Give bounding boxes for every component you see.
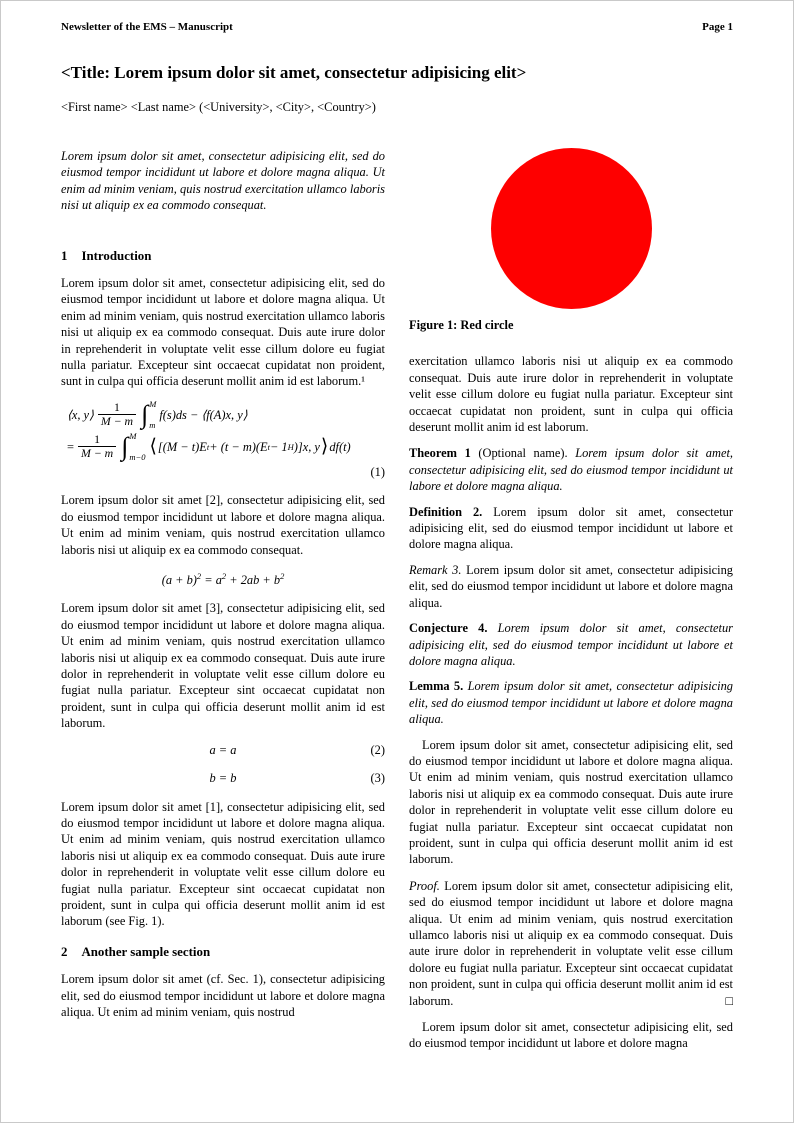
lemma-5-block: [409, 678, 733, 727]
eq1-right-angle-bracket: ⟩: [320, 435, 329, 457]
proof-block: [409, 878, 733, 1009]
eq1-subscript-t1: t: [206, 441, 210, 452]
eq1-line2-body-b: + (t − m)(E: [209, 439, 268, 454]
abstract-paragraph: Lorem ipsum dolor sit amet, consectetur adipisicing elit, sed do eiusmod tempor incididunt ut labore et dolore magna aliqua. Ut enim ad minim veniam, quis nostrud exercitation ullamco laboris nisi ut aliquip ex ea commodo consequat.: [61, 149, 385, 213]
section-2-heading: [61, 944, 385, 960]
eq1-int1-upper: M: [149, 398, 157, 409]
equation-1-line-2: [67, 432, 385, 462]
eq1-frac2-numerator: 1: [94, 432, 101, 447]
eq-binom-sup3: 2: [280, 570, 285, 581]
remark-3-label: Remark 3.: [409, 562, 462, 577]
paragraph-cite-2: Lorem ipsum dolor sit amet [2], consectetur adipisicing elit, sed do eiusmod tempor incididunt ut labore et dolore magna aliqua. Ut enim ad minim veniam, quis nostrud exercitation ullamco laboris nisi ut aliquip ex ea commodo consequat.: [61, 493, 385, 557]
paper-title: <Title: Lorem ipsum dolor sit amet, consectetur adipisicing elit>: [61, 63, 527, 82]
eq-binom-t2: = a: [201, 573, 222, 588]
eq1-frac2-denominator: M − m: [78, 446, 116, 460]
eq1-int2-lower: m−0: [129, 451, 146, 462]
section-2-title: Another sample section: [81, 944, 211, 959]
equation-3-body: b = b: [209, 771, 237, 786]
equation-1: [61, 400, 385, 480]
section-2-paragraph: Lorem ipsum dolor sit amet (cf. Sec. 1), consectetur adipisicing elit, sed do eiusmod tempor incididunt ut labore et dolore magna aliqua. Ut enim ad minim veniam, quis nostrud: [61, 972, 385, 1019]
equation-3-number: (3): [370, 771, 385, 786]
eq1-frac1-numerator: 1: [114, 400, 120, 415]
eq1-line1-body: f(s)ds − ⟨f(A)x, y⟩: [159, 407, 248, 422]
equation-3: [61, 770, 385, 786]
eq1-left-angle-bracket: ⟨: [149, 435, 157, 457]
eq1-integral-2-limits: [129, 432, 145, 462]
qed-symbol: □: [725, 993, 733, 1008]
section-1-heading: [61, 248, 385, 264]
red-circle-graphic: [491, 148, 652, 309]
intro-paragraph: Lorem ipsum dolor sit amet, consectetur adipisicing elit, sed do eiusmod tempor incididunt ut labore et dolore magna aliqua. Ut enim ad minim veniam, quis nostrud exercitation ullamco laboris nisi ut aliquip ex ea commodo consequat. Duis aute irure dolor in reprehenderit in voluptate velit esse cillum dolore eu fugiat nulla pariatur. Excepteur sint occaecat cupidatat non proident, sunt in culpa qui officia deserunt mollit anim id est laborum.¹: [61, 276, 385, 389]
eq-binom-sup2: 2: [221, 570, 227, 581]
equation-2: [61, 742, 385, 758]
eq1-subscript-H: H: [287, 441, 294, 452]
equation-binomial: [61, 568, 385, 589]
body-paragraph: Lorem ipsum dolor sit amet, consectetur adipisicing elit, sed do eiusmod tempor incididunt ut labore et dolore magna aliqua. Ut enim ad minim veniam, quis nostrud exercitation ullamco laboris nisi ut aliquip ex ea commodo consequat. Duis aute irure dolor in reprehenderit in voluptate velit esse cillum dolore eu fugiat nulla pariatur. Excepteur sint occaecat cupidatat non proident, sunt in culpa qui officia deserunt mollit anim id est laborum.: [409, 737, 733, 867]
page-header: [61, 21, 733, 33]
eq-binom-t3: + 2ab + b: [226, 573, 281, 588]
remark-3-body: Lorem ipsum dolor sit amet, consectetur adipisicing elit, sed do eiusmod tempor incididunt ut labore et dolore magna aliqua.: [409, 562, 733, 610]
left-column: [61, 148, 385, 1062]
eq1-equals: =: [67, 439, 74, 454]
eq1-line2-body-c: − 1: [269, 439, 288, 454]
integral-icon: ∫: [121, 431, 129, 461]
section-1-number: 1: [61, 248, 68, 263]
conjecture-4-block: [409, 620, 733, 669]
eq1-integral-1: [141, 400, 156, 430]
remark-3-block: [409, 562, 733, 611]
eq1-int1-lower: m: [149, 419, 156, 430]
continued-paragraph: exercitation ullamco laboris nisi ut aliquip ex ea commodo consequat. Duis aute irure dolor in reprehenderit in voluptate velit esse cillum dolore eu fugiat nulla pariatur. Excepteur sint occaecat cupidatat non proident, sunt in culpa qui officia deserunt mollit anim id est laborum.: [409, 354, 733, 435]
section-2-number: 2: [61, 944, 68, 959]
figure-1: [409, 148, 733, 333]
eq1-int2-upper: M: [129, 430, 137, 441]
proof-body: Lorem ipsum dolor sit amet, consectetur adipisicing elit, sed do eiusmod tempor incididunt ut labore et dolore magna aliqua. Ut enim ad minim veniam, quis nostrud exercitation ullamco laboris nisi ut aliquip ex ea commodo consequat. Duis aute irure dolor in reprehenderit in voluptate velit esse cillum dolore eu fugiat nulla pariatur. Excepteur sint occaecat cupidatat non proident, sunt in culpa qui officia deserunt mollit anim id est laborum.: [409, 878, 733, 1008]
equation-2-body: a = a: [209, 742, 237, 757]
section-1-title: Introduction: [81, 248, 152, 263]
eq1-integral-2: [121, 432, 145, 462]
integral-icon: ∫: [141, 399, 149, 429]
eq1-line2-body-e: df(t): [329, 439, 351, 454]
eq1-subscript-t2: t: [267, 441, 270, 452]
conjecture-4-label: Conjecture 4.: [409, 621, 488, 636]
header-page-number: Page 1: [702, 21, 733, 33]
eq1-line2-body-a: [(M − t)E: [157, 439, 207, 454]
theorem-1-block: [409, 445, 733, 494]
figure-1-caption: Figure 1: Red circle: [409, 318, 514, 332]
two-column-body: [61, 148, 733, 1062]
eq1-fraction-1: [98, 401, 136, 428]
eq1-frac1-denominator: M − m: [98, 414, 136, 428]
eq1-prefix: ⟨x, y⟩: [67, 407, 94, 422]
lemma-5-label: Lemma 5.: [409, 679, 464, 694]
definition-2-body: Lorem ipsum dolor sit amet, consectetur adipisicing elit, sed do eiusmod tempor incididunt ut labore et dolore magna aliqua.: [409, 504, 733, 552]
theorem-1-label: Theorem 1: [409, 446, 471, 461]
header-running-title: Newsletter of the EMS – Manuscript: [61, 21, 233, 33]
paragraph-cite-3: Lorem ipsum dolor sit amet [3], consectetur adipisicing elit, sed do eiusmod tempor incididunt ut labore et dolore magna aliqua. Ut enim ad minim veniam, quis nostrud exercitation ullamco laboris nisi ut aliquip ex ea commodo consequat. Duis aute irure dolor in reprehenderit in voluptate velit esse cillum dolore eu fugiat nulla pariatur. Excepteur sint occaecat cupidatat non proident, sunt in culpa qui officia deserunt mollit anim id est laborum.: [61, 601, 385, 731]
figure-1-canvas: [409, 148, 733, 315]
eq1-fraction-2: [78, 433, 116, 460]
lemma-5-body: Lorem ipsum dolor sit amet, consectetur adipisicing elit, sed do eiusmod tempor incididunt ut labore et dolore magna aliqua.: [409, 679, 733, 727]
definition-2-label: Definition 2.: [409, 504, 483, 519]
eq1-line2-body-d: )]x, y: [293, 439, 320, 454]
conjecture-4-body: Lorem ipsum dolor sit amet, consectetur adipisicing elit, sed do eiusmod tempor incididunt ut labore et dolore magna aliqua.: [409, 621, 733, 668]
author-line: <First name> <Last name> (<University>, <City>, <Country>): [61, 100, 376, 114]
equation-1-number: (1): [370, 464, 385, 479]
definition-2-block: [409, 504, 733, 553]
final-paragraph: Lorem ipsum dolor sit amet, consectetur adipisicing elit, sed do eiusmod tempor incididunt ut labore et dolore magna: [409, 1020, 733, 1051]
equation-2-number: (2): [370, 742, 385, 757]
eq1-integral-1-limits: [149, 400, 156, 430]
equation-1-line-1: [67, 400, 385, 430]
eq-binom-sup1: 2: [196, 570, 202, 581]
proof-label: Proof.: [409, 878, 440, 893]
theorem-1-optional-name: (Optional name).: [470, 446, 568, 461]
eq-binom-t1: (a + b): [161, 573, 197, 588]
right-column: [409, 148, 733, 1062]
paragraph-cite-1: Lorem ipsum dolor sit amet [1], consectetur adipisicing elit, sed do eiusmod tempor incididunt ut labore et dolore magna aliqua. Ut enim ad minim veniam, quis nostrud exercitation ullamco laboris nisi ut aliquip ex ea commodo consequat. Duis aute irure dolor in reprehenderit in voluptate velit esse cillum dolore eu fugiat nulla pariatur. Excepteur sint occaecat cupidatat non proident, sunt in culpa qui officia deserunt mollit anim id est laborum (see Fig. 1).: [61, 799, 385, 929]
theorem-1-body: Lorem ipsum dolor sit amet, consectetur adipisicing elit, sed do eiusmod tempor incididunt ut labore et dolore magna aliqua.: [409, 446, 733, 494]
